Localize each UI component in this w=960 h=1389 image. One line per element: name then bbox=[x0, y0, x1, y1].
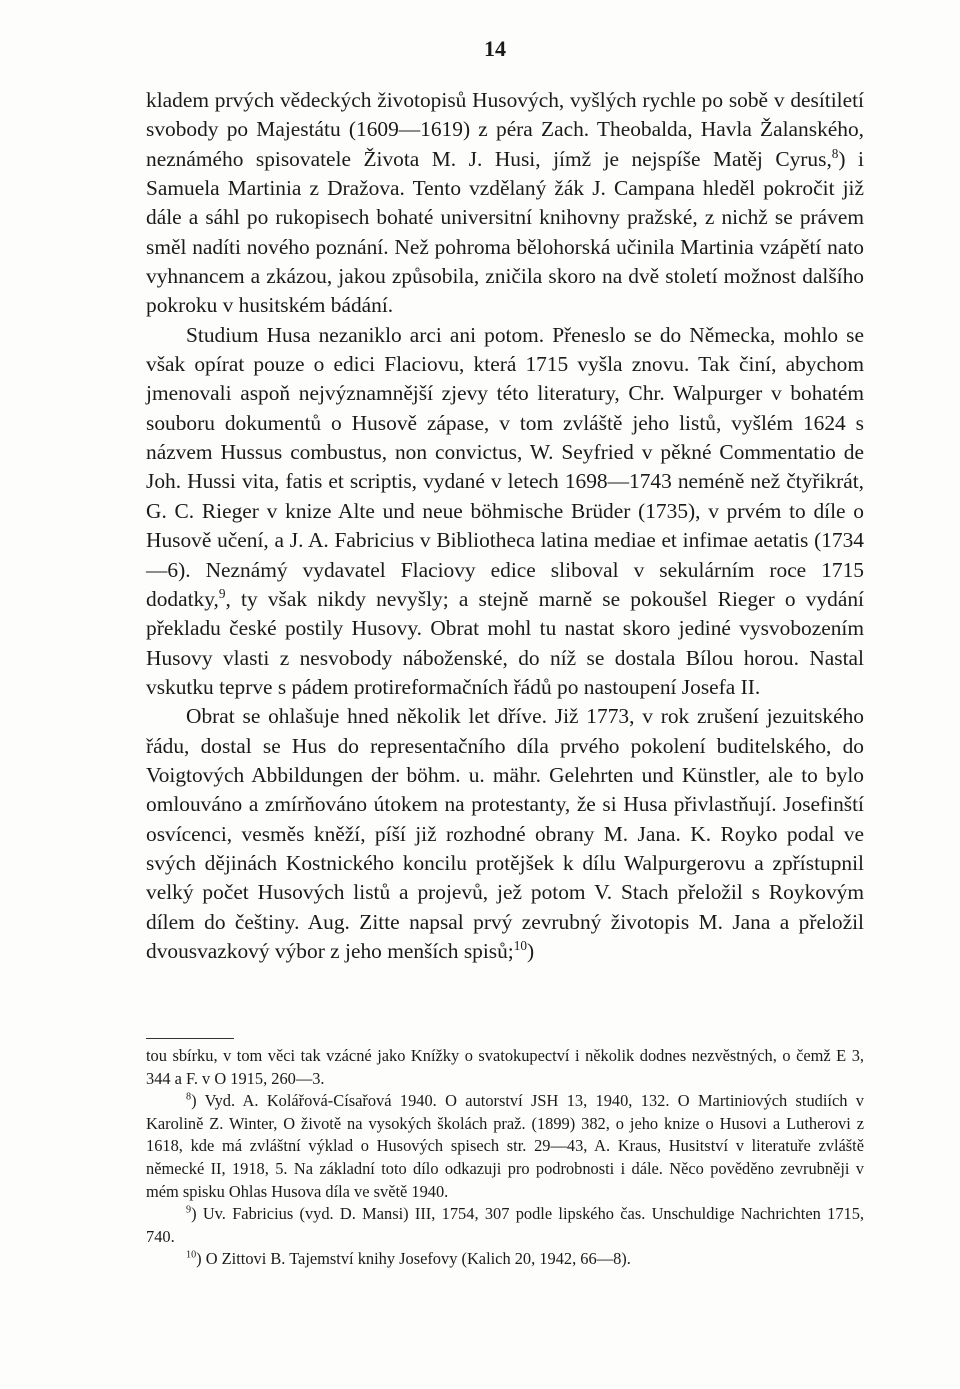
text-run: tou sbírku, v tom věci tak vzácné jako Knížky o svatokupectví i několik dodnes nezvěstných, o čemž E 3, 344 a F. v O 1915, 260—3. bbox=[146, 1046, 864, 1088]
footnote-reference: 9 bbox=[186, 1204, 192, 1216]
text-run: ) O Zittovi B. Tajemství knihy Josefovy (Kalich 20, 1942, 66—8). bbox=[196, 1249, 631, 1269]
footnote-reference: 10 bbox=[186, 1249, 197, 1261]
text-run: Studium Husa nezaniklo arci ani potom. Přeneslo se do Německa, mohlo se však opírat pouze o edici Flaciovu, která 1715 vyšla znovu. Tak činí, abychom jmenovali aspoň nejvýznamnější zjevy této literatury, Chr. Walpurger v bohatém souboru dokumentů o Husově zápase, v tom zvláště jeho listů, vyšlém 1624 s názvem Hussus combustus, non convictus, W. Seyfried v pěkné Commentatio de Joh. Hussi vita, fatis et scriptis, vydané v letech 1698—1743 neméně než čtyřikrát, G. C. Rieger v knize Alte und neue böhmische Brüder (1735), v prvém to díle o Husově učení, a J. A. Fabricius v Bibliotheca latina mediae et infimae aetatis (1734—6). Neznámý vydavatel Flaciovy edice sliboval v sekulárním roce 1715 dodatky, bbox=[146, 322, 864, 611]
footnote-reference: 8 bbox=[831, 145, 839, 161]
paragraph bbox=[146, 86, 864, 321]
text-run: kladem prvých vědeckých životopisů Husových, vyšlých rychle po sobě v desítiletí svobody po Majestátu (1609—1619) z péra Zach. Theobalda, Havla Žalanského, neznámého spisovatele Života M. J. Husi, jímž je nejspíše Matěj Cyrus, bbox=[146, 88, 864, 171]
text-run: , ty však nikdy nevyšly; a stejně marně se pokoušel Rieger o vydání překladu české postily Husovy. Obrat mohl tu nastat skoro jediné vysvobozením Husovy vlasti z nesvobody náboženské, do níž se dostala Bílou horou. Nastal vskutku teprve s pádem protireformačních řádů po nastoupení Josefa II. bbox=[146, 586, 864, 699]
main-text bbox=[146, 86, 864, 966]
footnote bbox=[146, 1045, 864, 1090]
text-run: ) Vyd. A. Kolářová-Císařová 1940. O autorství JSH 13, 1940, 132. O Martiniových studiích v Karolině Z. Winter, O životě na vysokých školách praž. (1899) 382, o jeho knize o Husovi a Lutherovi z 1618, kde má zvláštní výklad o Husových spisech str. 29—43, A. Kraus, Husitství v literatuře zvláště německé II, 1918, 5. Na základní toto dílo odkazuji pro podrobnosti i dále. Něco pověděno zevrubněji v mém spisku Ohlas Husova díla ve světě 1940. bbox=[146, 1091, 864, 1201]
footnote-separator bbox=[146, 1038, 234, 1039]
text-run: ) bbox=[527, 938, 535, 963]
paragraph bbox=[146, 321, 864, 702]
footnote bbox=[146, 1203, 864, 1248]
footnote-reference: 9 bbox=[218, 585, 226, 601]
page-number: 14 bbox=[484, 36, 506, 61]
text-run: ) Uv. Fabricius (vyd. D. Mansi) III, 1754, 307 podle lipského čas. Unschuldige Nachrichten 1715, 740. bbox=[146, 1204, 864, 1246]
footnote bbox=[146, 1090, 864, 1203]
text-run: Obrat se ohlašuje hned několik let dříve. Již 1773, v rok zrušení jezuitského řádu, dostal se Hus do representačního díla prvého pokolení buditelského, do Voigtových Abbildungen der böhm. u. mähr. Gelehrten und Künstler, ale to bylo omlouváno a zmírňováno útokem na protestanty, že si Husa přivlastňují. Josefinští osvícenci, vesměs kněží, píší již rozhodné obrany M. Jana. K. Royko podal ve svých dějinách Kostnického koncilu protějšek k dílu Walpurgerovu a zpřístupnil velký počet Husových listů a projevů, jež potom V. Stach přeložil s Roykovým dílem do češtiny. Aug. Zitte napsal prvý zevrubný životopis M. Jana a přeložil dvousvazkový výbor z jeho menších spisů; bbox=[146, 704, 864, 963]
footnote-reference: 10 bbox=[513, 937, 527, 953]
paragraph bbox=[146, 702, 864, 966]
text-run: ) i Samuela Martinia z Dražova. Tento vzdělaný žák J. Campana hleděl pokročit již dále a sáhl po rukopisech bohaté universitní knihovny pražské, z nichž se právem směl nadíti nového poznání. Než pohroma bělohorská učinila Martinia vzápětí nato vyhnancem a zkázou, jakou způsobila, zničila skoro na dvě století možnost dalšího pokroku v husitském bádání. bbox=[146, 146, 864, 318]
footnotes bbox=[146, 1045, 864, 1271]
footnote bbox=[146, 1248, 864, 1271]
footnote-reference: 8 bbox=[186, 1091, 192, 1103]
